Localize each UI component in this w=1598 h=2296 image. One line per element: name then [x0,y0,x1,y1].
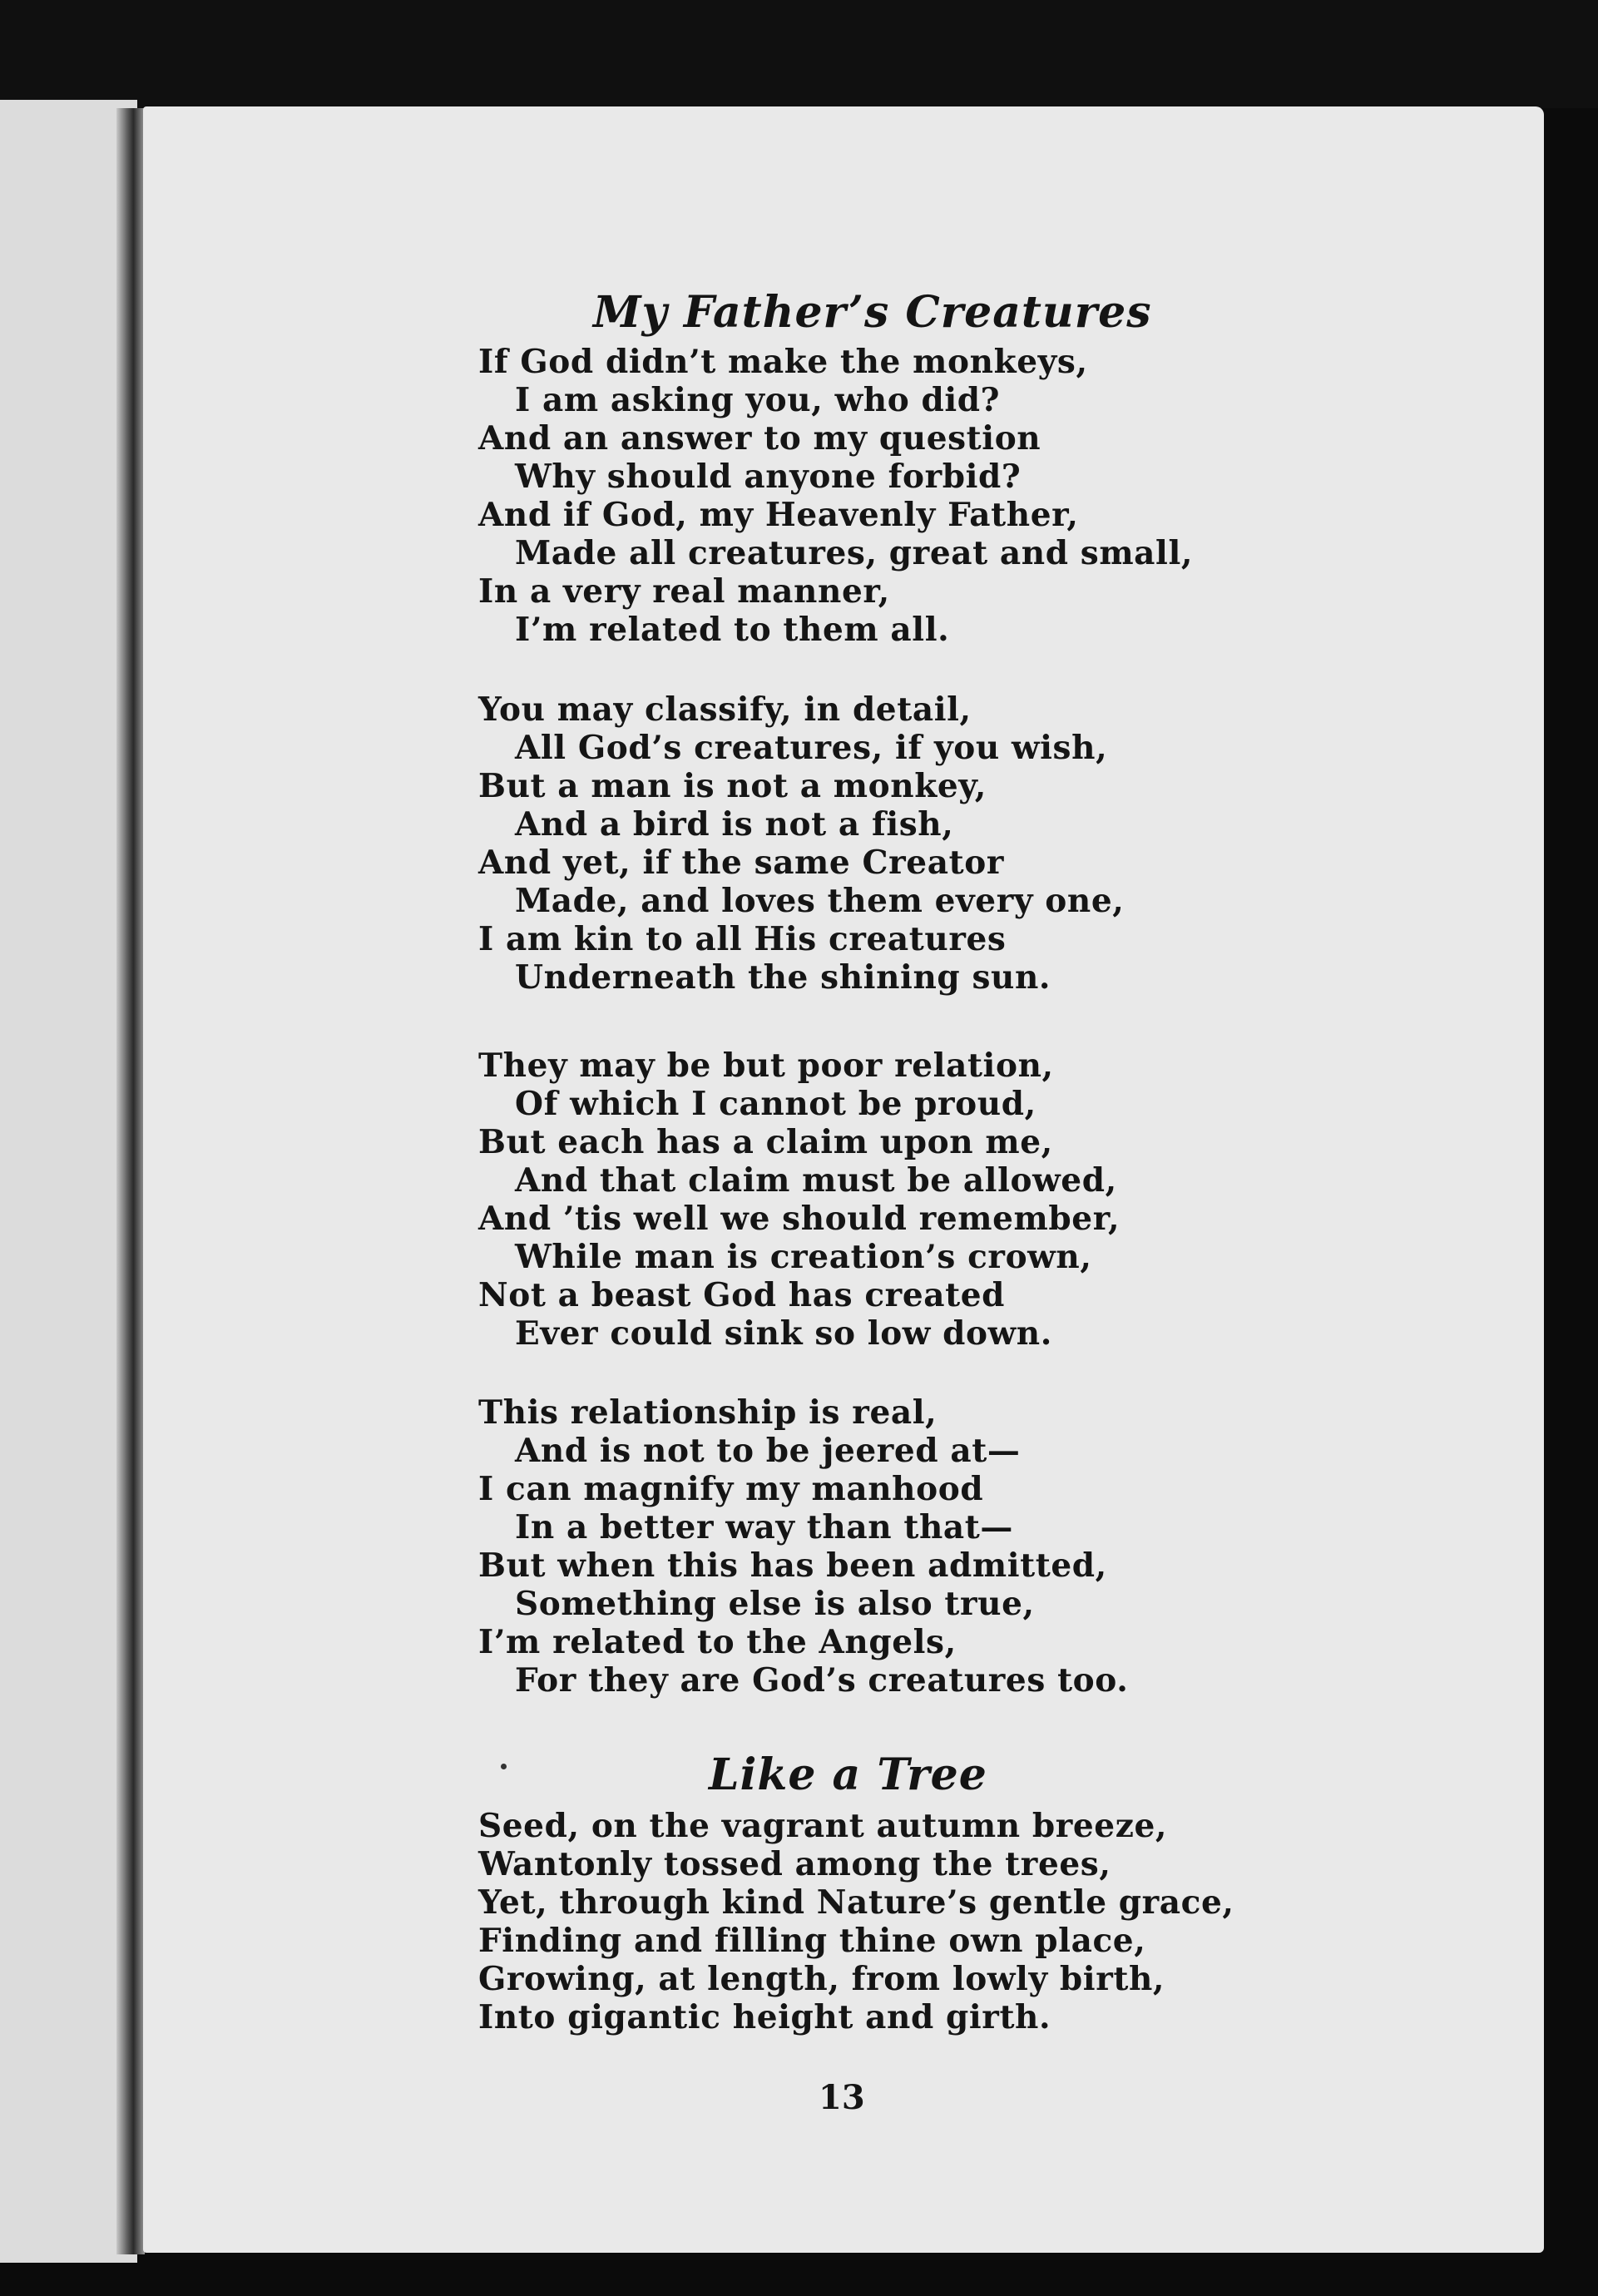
poem-line: I am kin to all His creatures [478,920,1007,958]
poem-line: Made, and loves them every one, [515,882,1125,920]
poem-line: Of which I cannot be proud, [515,1085,1036,1123]
poem-line: Seed, on the vagrant autumn breeze, [478,1807,1168,1845]
stanza [478,1807,1277,2036]
stanza [478,690,1277,997]
stanza [478,1393,1277,1700]
poem-line: And that claim must be allowed, [515,1161,1117,1200]
poem-line: I am asking you, who did? [515,381,1001,419]
poem-line: Why should anyone forbid? [515,458,1022,496]
stanza [478,1047,1277,1353]
poem-line: Wantonly tossed among the trees, [478,1845,1111,1883]
poem-line: Made all creatures, great and small, [515,534,1194,572]
poem-line: Growing, at length, from lowly birth, [478,1960,1165,1998]
poem-line: In a very real manner, [478,572,890,611]
poem-line: If God didn’t make the monkeys, [478,343,1088,381]
scan-background [0,0,1598,108]
poem-line: Finding and filling thine own place, [478,1922,1146,1960]
poem-line: But each has a claim upon me, [478,1123,1053,1161]
page-number: 13 [819,2078,865,2117]
poem-line: But when this has been admitted, [478,1546,1107,1585]
poem-title: My Father’s Creatures [593,287,1152,338]
poem-line: While man is creation’s crown, [515,1238,1092,1276]
poem-line: Underneath the shining sun. [515,958,1051,997]
poem-line: I’m related to the Angels, [478,1623,957,1661]
poem-line: I’m related to them all. [515,611,950,649]
poem-line: Ever could sink so low down. [515,1314,1052,1353]
stanza [478,343,1277,649]
poem-line: I can magnify my manhood [478,1470,984,1508]
poem-line: Into gigantic height and girth. [478,1998,1051,2036]
poem-line: Yet, through kind Nature’s gentle grace, [478,1883,1234,1922]
book-spine [116,108,145,2254]
poem-line: But a man is not a monkey, [478,767,987,805]
poem-line: And ’tis well we should remember, [478,1200,1121,1238]
poem-line: You may classify, in detail, [478,690,972,729]
poem-line: All God’s creatures, if you wish, [515,729,1108,767]
poem-line: For they are God’s creatures too. [515,1661,1129,1700]
poem-line: Not a beast God has created [478,1276,1006,1314]
poem-line: And if God, my Heavenly Father, [478,496,1079,534]
poem-title: Like a Tree [709,1749,987,1800]
poem-line: And yet, if the same Creator [478,844,1004,882]
poem-line: Something else is also true, [515,1585,1035,1623]
poem-line: They may be but poor relation, [478,1047,1054,1085]
poem-line: And a bird is not a fish, [515,805,954,844]
ink-speck [501,1764,507,1769]
poem-line: This relationship is real, [478,1393,938,1432]
poem-line: In a better way than that— [515,1508,1013,1546]
poem-line: And is not to be jeered at— [515,1432,1021,1470]
poem-line: And an answer to my question [478,419,1041,458]
